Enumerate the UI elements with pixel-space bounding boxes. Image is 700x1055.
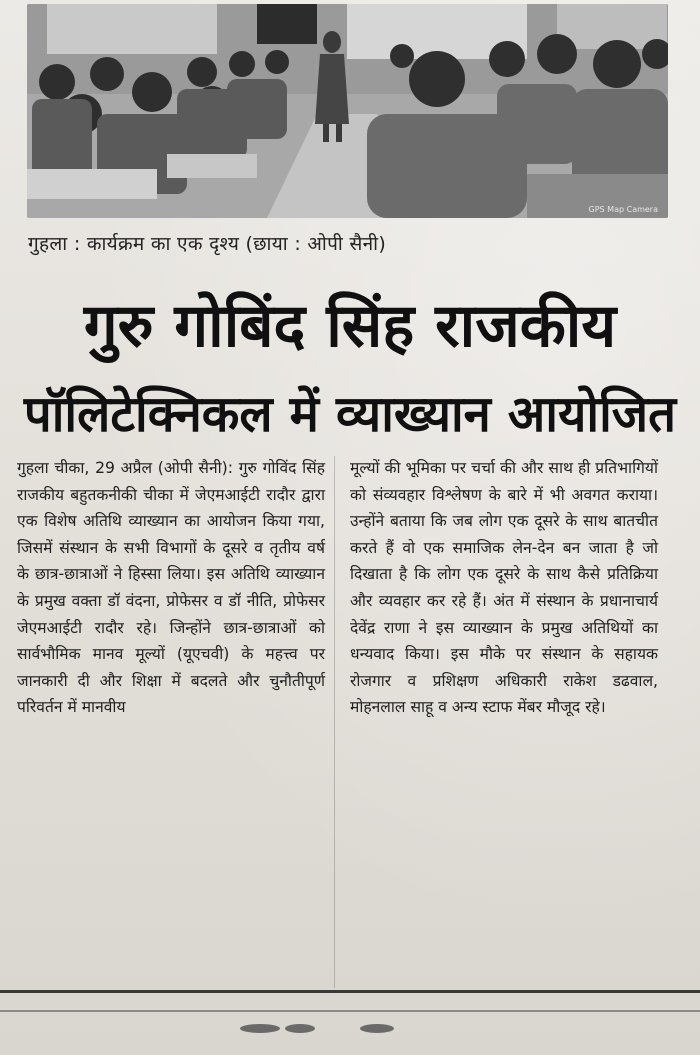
classroom-scene-image	[27, 4, 668, 218]
ink-smudge	[360, 1024, 394, 1033]
photo-caption: गुहला : कार्यक्रम का एक दृश्य (छाया : ओपी सैनी)	[28, 233, 387, 255]
bottom-rule-secondary	[0, 1010, 700, 1012]
headline-line-2: पॉलिटेक्निकल में व्याख्यान आयोजित	[23, 385, 677, 443]
article-column-right: मूल्यों की भूमिका पर चर्चा की और साथ ही प्रतिभागियों को संव्यवहार विश्लेषण के बारे में भी अवगत कराया। उन्होंने बताया कि जब लोग एक दूसरे के साथ बातचीत करते हैं वो एक समाजिक लेन-देन बन जाता है जो दिखाता है कि लोग एक दूसरे के साथ कैसे प्रतिक्रिया और व्यवहार कर रहे हैं। अंत में संस्थान के प्रधानाचार्य देवेंद्र राणा ने इस व्याख्यान के प्रमुख अतिथियों का धन्यवाद किया। इस मौके पर संस्थान के सहायक रोजगार व प्रशिक्षण अधिकारी राकेश डढवाल, मोहनलाल साहू व अन्य स्टाफ मेंबर मौजूद रहे।	[350, 459, 658, 717]
bottom-rule	[0, 990, 700, 993]
article-photo	[27, 4, 668, 218]
headline-line-1: गुरु गोबिंद सिंह राजकीय	[83, 291, 617, 361]
ink-smudge	[240, 1024, 280, 1033]
ink-smudge	[285, 1024, 315, 1033]
column-divider	[334, 456, 335, 988]
article-column-left: गुहला चीका, 29 अप्रैल (ओपी सैनी): गुरु गोविंद सिंह राजकीय बहुतकनीकी चीका में जेएमआईटी रादौर द्वारा एक विशेष अतिथि व्याख्यान का आयोजन किया गया, जिसमें संस्थान के सभी विभागों के दूसरे व तृतीय वर्ष के छात्र-छात्राओं ने हिस्सा लिया। इस अतिथि व्याख्यान के प्रमुख वक्ता डॉ वंदना, प्रोफेसर व डॉ नीति, प्रोफेसर जेएमआईटी रादौर रहे। जिन्होंने छात्र-छात्राओं को सार्वभौमिक मानव मूल्यों (यूएचवी) के महत्त्व पर जानकारी दी और शिक्षा में बदलते और चुनौतीपूर्ण परिवर्तन में मानवीय	[17, 459, 325, 717]
photo-watermark: GPS Map Camera	[588, 205, 658, 214]
